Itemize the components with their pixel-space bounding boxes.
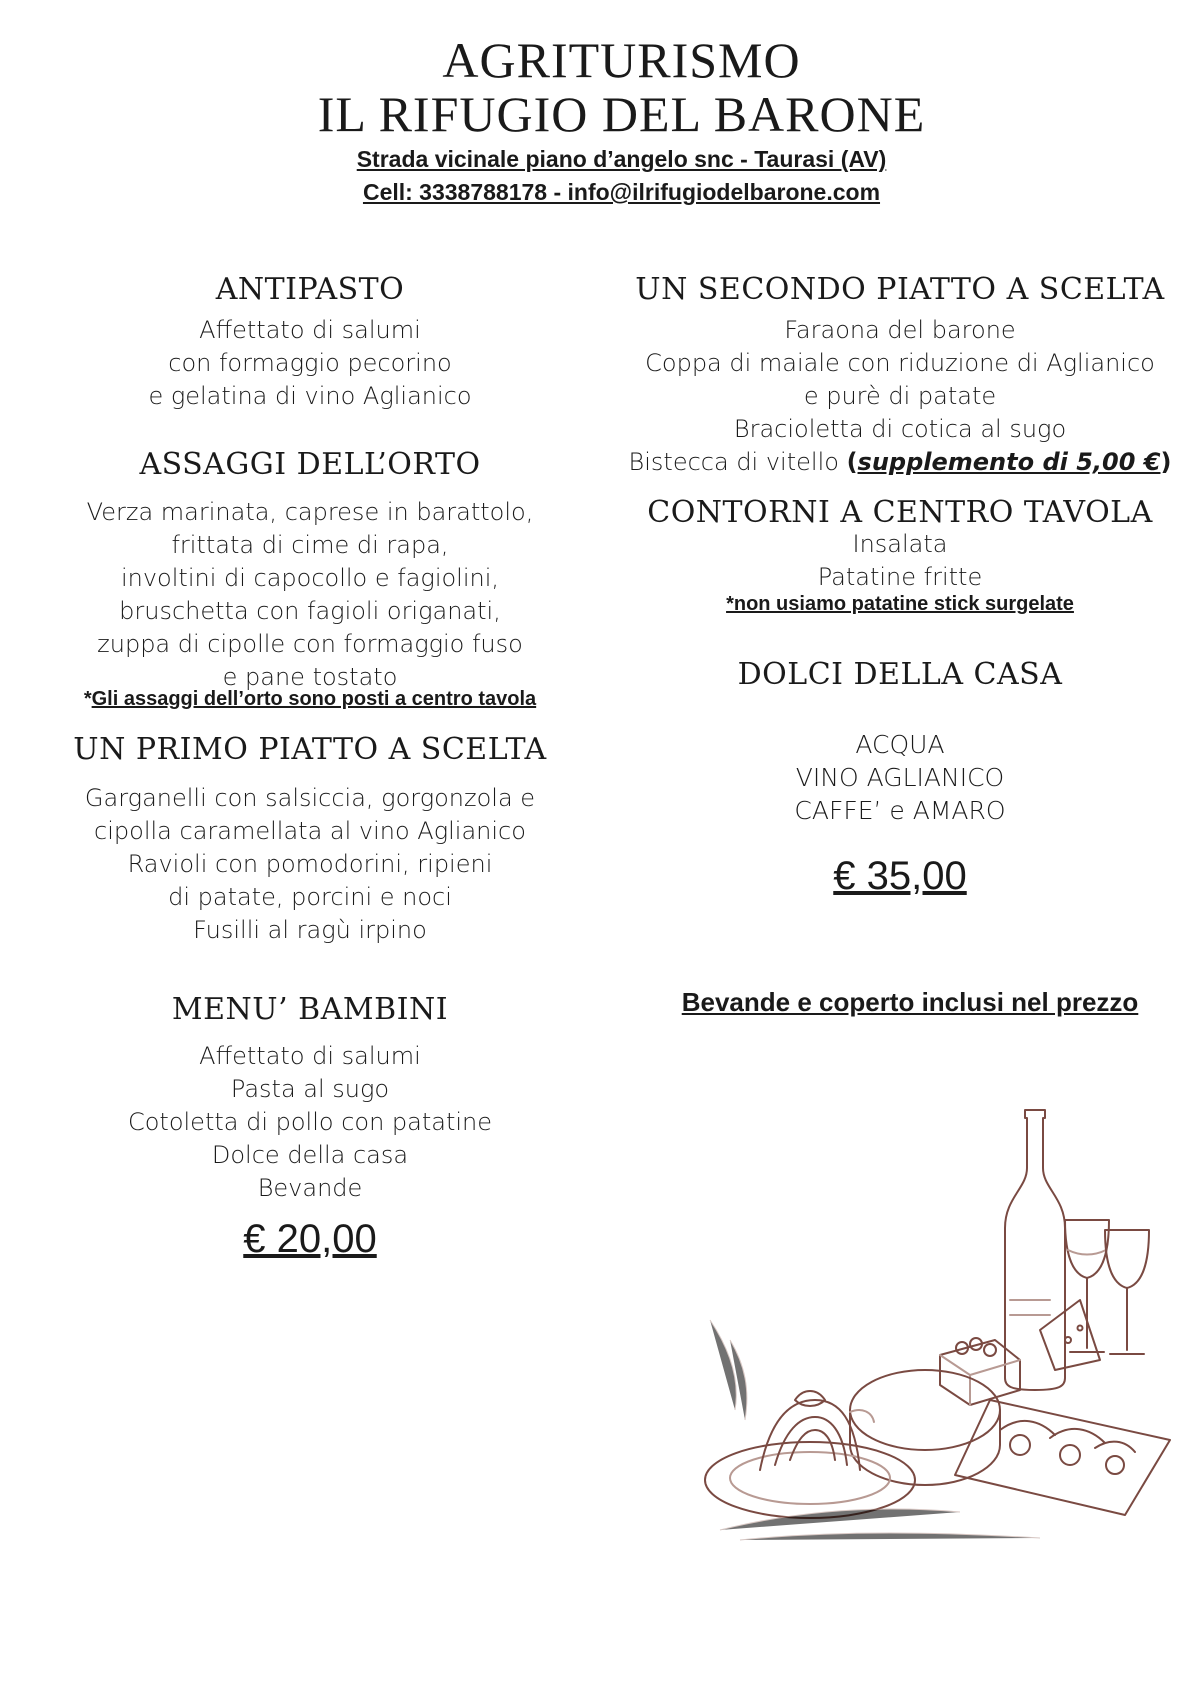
bevande-list [610,728,1190,827]
primo-heading: UN PRIMO PIATTO A SCELTA [73,732,547,767]
list-item: Bracioletta di cotica al sugo [733,415,1067,443]
left-column [30,0,590,1697]
contacts: Cell: 3338788178 - info@ilrifugiodelbarone.com [362,179,881,205]
dolci-heading: DOLCI DELLA CASA [737,657,1063,692]
supplement-note: supplemento di 5,00 € [857,448,1161,476]
assaggi-note [30,686,590,712]
list-item: e pane tostato [222,663,398,691]
antipasto-list [30,314,590,413]
contorni-heading: CONTORNI A CENTRO TAVOLA [647,495,1153,530]
supplement-close: ) [1160,448,1172,476]
list-item: frittata di cime di rapa, [171,531,449,559]
menu-price: € 35,00 [833,854,967,898]
bambini-heading: MENU’ BAMBINI [171,992,449,1027]
bambini-price: € 20,00 [243,1217,377,1261]
list-item: cipolla caramellata al vino Aglianico [94,817,526,845]
note-text: Gli assaggi dell’orto sono posti a centro tavola [91,688,537,710]
wine-glass [1065,1220,1109,1352]
title-line-2: IL RIFUGIO DEL BARONE [317,86,926,142]
list-item: Coppa di maiale con riduzione di Aglianico [645,349,1155,377]
secondo-heading: UN SECONDO PIATTO A SCELTA [635,272,1165,307]
wine-bottle [1005,1110,1065,1390]
cutting-board [955,1400,1170,1515]
antipasto-heading: ANTIPASTO [215,272,405,307]
list-item: e purè di patate [803,382,997,410]
secondo-list [610,314,1190,479]
list-item: ACQUA [855,730,945,759]
list-item: Insalata [852,530,948,558]
note-prefix: * [83,688,92,710]
address: Strada vicinale piano d’angelo snc - Taurasi (AV) [356,146,887,172]
list-item: con formaggio pecorino [168,349,452,377]
list-item: CAFFE’ e AMARO [794,796,1006,825]
list-item: VINO AGLIANICO [795,763,1005,792]
note-text: *non usiamo patatine stick surgelate [726,593,1074,615]
list-item: Garganelli con salsiccia, gorgonzola e [84,784,536,812]
assaggi-list [30,496,590,694]
list-item-supplement [610,446,1190,479]
list-item: zuppa di cipolle con formaggio fuso [97,630,523,658]
contorni-note [610,591,1190,617]
supplement-open: ( [846,448,858,476]
list-item: di patate, porcini e noci [168,883,452,911]
list-item: Pasta al sugo [230,1075,390,1103]
list-item: involtini di capocollo e fagiolini, [120,564,500,592]
list-item: Verza marinata, caprese in barattolo, [86,498,534,526]
list-item: Bistecca di vitello [628,448,839,476]
bambini-list [30,1040,590,1205]
list-item: Fusilli al ragù irpino [193,916,427,944]
bevande-included: Bevande e coperto inclusi nel prezzo [681,987,1139,1017]
pasta-plate [705,1442,915,1518]
list-item: Patatine fritte [817,563,983,591]
list-item: Affettato di salumi [199,316,421,344]
list-item: Affettato di salumi [199,1042,421,1070]
cheese-wedge [1040,1300,1100,1370]
primo-list [30,782,590,947]
pasta [760,1400,860,1470]
list-item: Bevande [257,1174,363,1202]
cheese-wheel [850,1370,1000,1450]
contorni-list [610,528,1190,594]
list-item: Dolce della casa [211,1141,409,1169]
list-item: Ravioli con pomodorini, ripieni [127,850,493,878]
list-item: Cotoletta di pollo con patatine [127,1108,493,1136]
list-item: e gelatina di vino Aglianico [148,382,472,410]
list-item: bruschetta con fagioli origanati, [119,597,501,625]
wine-glass [1105,1230,1149,1354]
title-line-1: AGRITURISMO [442,32,801,88]
food-wine-illustration [700,1100,1180,1560]
assaggi-heading: ASSAGGI DELL’ORTO [139,447,481,482]
list-item: Faraona del barone [784,316,1016,344]
